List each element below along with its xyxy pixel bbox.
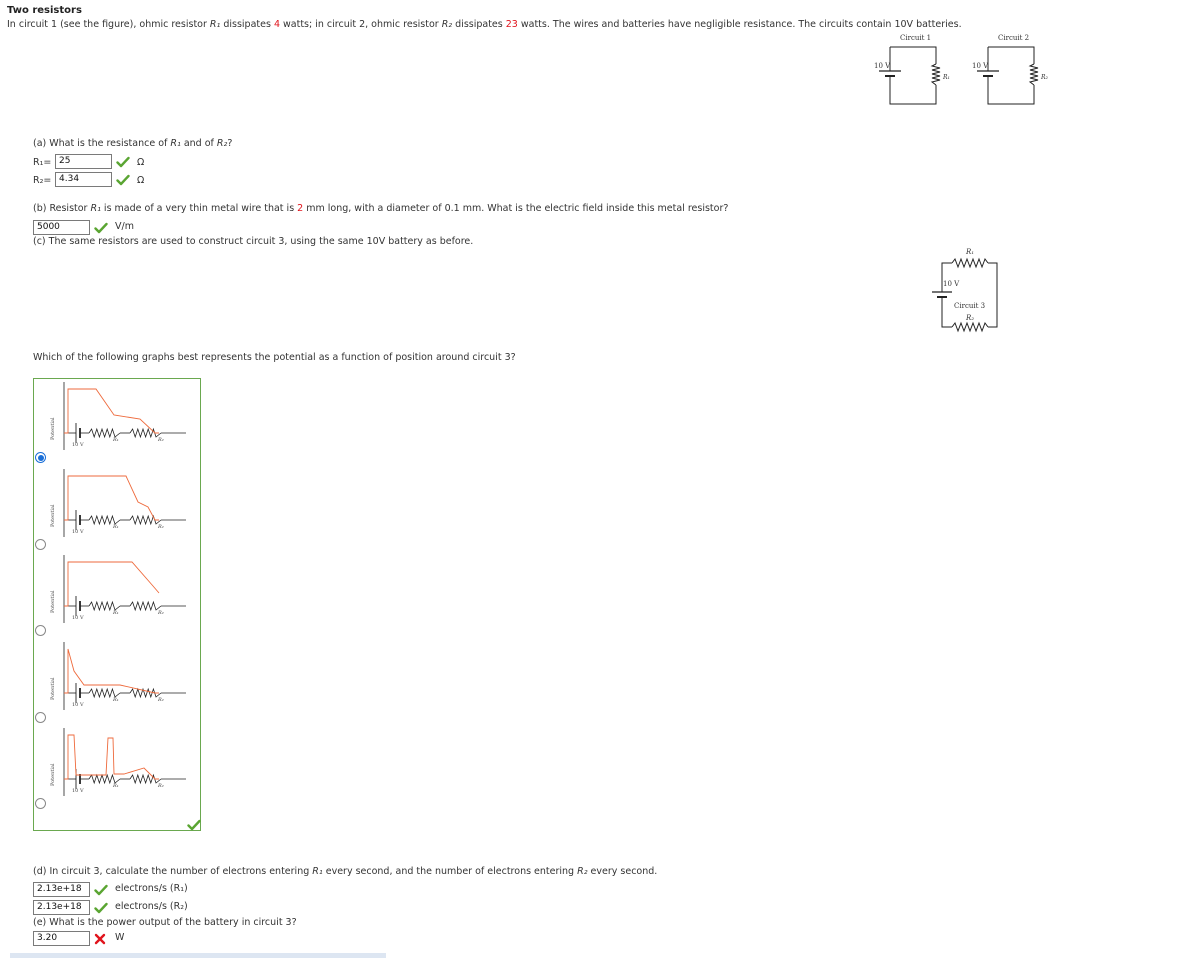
- electrons-r1-input[interactable]: 2.13e+18: [33, 882, 90, 897]
- graph-battery-label: 10 V: [72, 615, 84, 621]
- graph-resistor-r1: [89, 516, 120, 524]
- graph-battery-label: 10 V: [72, 788, 84, 794]
- circuit-1-r1-label: R₁: [943, 74, 950, 81]
- circuit-2: [972, 34, 1049, 104]
- part-a-text-2: and of: [180, 138, 217, 149]
- electrons-r2-correct-check-icon: [94, 902, 108, 914]
- part-a-r2: R₂: [216, 138, 228, 149]
- efield-input[interactable]: 5000: [33, 220, 90, 235]
- part-d-r1: R₁: [312, 866, 323, 877]
- part-b-r1: R₁: [90, 203, 101, 214]
- problem-title: Two resistors: [7, 5, 82, 16]
- part-a-question: [33, 138, 232, 149]
- circuit-2-wire-bottom: [988, 77, 1034, 104]
- intro-text-2: dissipates: [220, 19, 274, 30]
- circuit-2-battery-label: 10 V: [972, 62, 989, 70]
- graph-r2-label: R₂: [158, 523, 164, 530]
- r1-symbol: R₁: [209, 19, 221, 30]
- graph-r2-label: R₂: [158, 696, 164, 703]
- part-c-question: Which of the following graphs best represents the potential as a function of position around circuit 3?: [33, 352, 516, 363]
- r1-input[interactable]: 25: [55, 154, 112, 169]
- graph-r1-label: R₁: [113, 783, 119, 789]
- r2-symbol: R₂: [441, 19, 453, 30]
- circuit-1-battery-label: 10 V: [874, 62, 891, 70]
- graph-resistor-r1: [89, 775, 120, 783]
- part-d-text-1: (d) In circuit 3, calculate the number of electrons entering: [33, 866, 313, 877]
- potential-graph-3: [48, 555, 198, 623]
- circuit-1-resistor: [932, 64, 940, 85]
- electrons-r2-unit: electrons/s (R₂): [115, 901, 188, 912]
- circuit-3-r2-label: R₂: [966, 314, 975, 322]
- part-e-question: (e) What is the power output of the battery in circuit 3?: [33, 917, 297, 928]
- circuit-1-label: Circuit 1: [900, 34, 932, 42]
- potential-graph-2: [48, 469, 198, 537]
- r1-unit: Ω: [137, 157, 145, 168]
- potential-curve: [64, 649, 159, 693]
- part-d-r2: R₂: [577, 866, 588, 877]
- potential-graph-5: [48, 728, 198, 796]
- part-b-text-1: (b) Resistor: [33, 203, 91, 214]
- circuit-3-battery-label: 10 V: [943, 280, 960, 288]
- intro-text-1: In circuit 1 (see the figure), ohmic resistor: [7, 19, 210, 30]
- power-input[interactable]: 3.20: [33, 931, 90, 946]
- potential-curve: [64, 562, 159, 606]
- r1-label: R₁=: [33, 157, 52, 168]
- graph-choice-radio-1[interactable]: [35, 452, 46, 463]
- efield-correct-check-icon: [94, 222, 108, 234]
- circuit-2-label: Circuit 2: [998, 34, 1030, 42]
- power-incorrect-cross-icon: [94, 933, 106, 945]
- r2-input[interactable]: 4.34: [55, 172, 112, 187]
- graph-r1-label: R₁: [113, 610, 119, 616]
- circuit-1-wire-bottom: [890, 77, 936, 104]
- graph-resistor-r1: [89, 689, 120, 697]
- graph-resistor-r1: [89, 602, 120, 610]
- problem-intro: [7, 19, 962, 30]
- r2-label: R₂=: [33, 175, 52, 186]
- graph-battery-label: 10 V: [72, 701, 84, 708]
- graph-r1-label: R₁: [113, 437, 119, 443]
- graph-axis-label: Potential: [50, 676, 56, 700]
- electrons-r2-input[interactable]: 2.13e+18: [33, 900, 90, 915]
- circuit-3-figure: [920, 240, 1010, 335]
- part-d-text-2: every second, and the number of electrons entering: [322, 866, 578, 877]
- part-b-question: [33, 203, 728, 214]
- r1-correct-check-icon: [116, 156, 130, 168]
- part-d-text-3: every second.: [587, 866, 658, 877]
- circuit-3-r1-label: R₁: [966, 248, 975, 256]
- part-d-question: [33, 866, 657, 877]
- circuit-2-resistor: [1030, 64, 1038, 85]
- part-a-text-3: ?: [227, 138, 233, 149]
- potential-curve: [64, 389, 159, 433]
- circuit-2-r2-label: R₂: [1041, 74, 1048, 81]
- circuit-3-label: Circuit 3: [954, 302, 986, 310]
- part-a-r1: R₁: [170, 138, 181, 149]
- r2-unit: Ω: [137, 175, 145, 186]
- circuit-1-wire-top: [890, 47, 936, 64]
- part-b-text-2: is made of a very thin metal wire that is: [100, 203, 298, 214]
- graph-axis-label: Potential: [50, 417, 56, 440]
- intro-text-5: watts. The wires and batteries have negligible resistance. The circuits contain 10V batteries.: [517, 19, 962, 30]
- part-b-text-3: mm long, with a diameter of 0.1 mm. What is the electric field inside this metal resistor?: [303, 203, 729, 214]
- graph-r2-label: R₂: [158, 783, 164, 789]
- circuit-2-wire-top: [988, 47, 1034, 64]
- graph-battery-label: 10 V: [72, 528, 84, 535]
- graph-axis-label: Potential: [50, 503, 56, 527]
- potential-curve: [64, 735, 159, 779]
- graph-axis-label: Potential: [50, 763, 56, 786]
- efield-unit: V/m: [115, 221, 134, 232]
- choice-correct-check-icon: [187, 819, 201, 831]
- graph-r1-label: R₁: [113, 696, 119, 703]
- circuit-3-wire-right: [988, 263, 997, 327]
- graph-choice-radio-4[interactable]: [35, 712, 46, 723]
- graph-choice-radio-2[interactable]: [35, 539, 46, 550]
- graph-r2-label: R₂: [158, 610, 164, 616]
- graph-r2-label: R₂: [158, 437, 164, 443]
- p1-value: 4: [273, 19, 280, 30]
- intro-text-4: dissipates: [452, 19, 506, 30]
- graph-r1-label: R₁: [113, 523, 119, 530]
- r2-correct-check-icon: [116, 174, 130, 186]
- circuit-1: [874, 34, 950, 104]
- intro-text-3: watts; in circuit 2, ohmic resistor: [280, 19, 442, 30]
- electrons-r1-correct-check-icon: [94, 884, 108, 896]
- circuits-1-2-figure: [860, 30, 1060, 110]
- electrons-r1-unit: electrons/s (R₁): [115, 883, 188, 894]
- potential-graph-4: [48, 642, 198, 710]
- part-b-length: 2: [297, 203, 304, 214]
- graph-choice-radio-3[interactable]: [35, 625, 46, 636]
- part-c-text: (c) The same resistors are used to construct circuit 3, using the same 10V battery as before.: [33, 236, 474, 247]
- circuit-3-wire-bottom-left: [942, 297, 952, 327]
- bottom-scroll-bar[interactable]: [10, 953, 386, 958]
- circuit-3-resistor-r1: [952, 259, 988, 267]
- graph-resistor-r1: [89, 429, 120, 437]
- potential-curve: [64, 476, 159, 520]
- graph-axis-label: Potential: [50, 590, 56, 613]
- circuit-3-resistor-r2: [952, 323, 988, 331]
- graph-resistor-r2: [130, 602, 161, 610]
- p2-value: 23: [505, 19, 518, 30]
- power-unit: W: [115, 932, 125, 943]
- graph-choice-radio-5[interactable]: [35, 798, 46, 809]
- part-a-text-1: (a) What is the resistance of: [33, 138, 171, 149]
- graph-battery-label: 10 V: [72, 442, 84, 448]
- potential-graph-1: [48, 382, 198, 450]
